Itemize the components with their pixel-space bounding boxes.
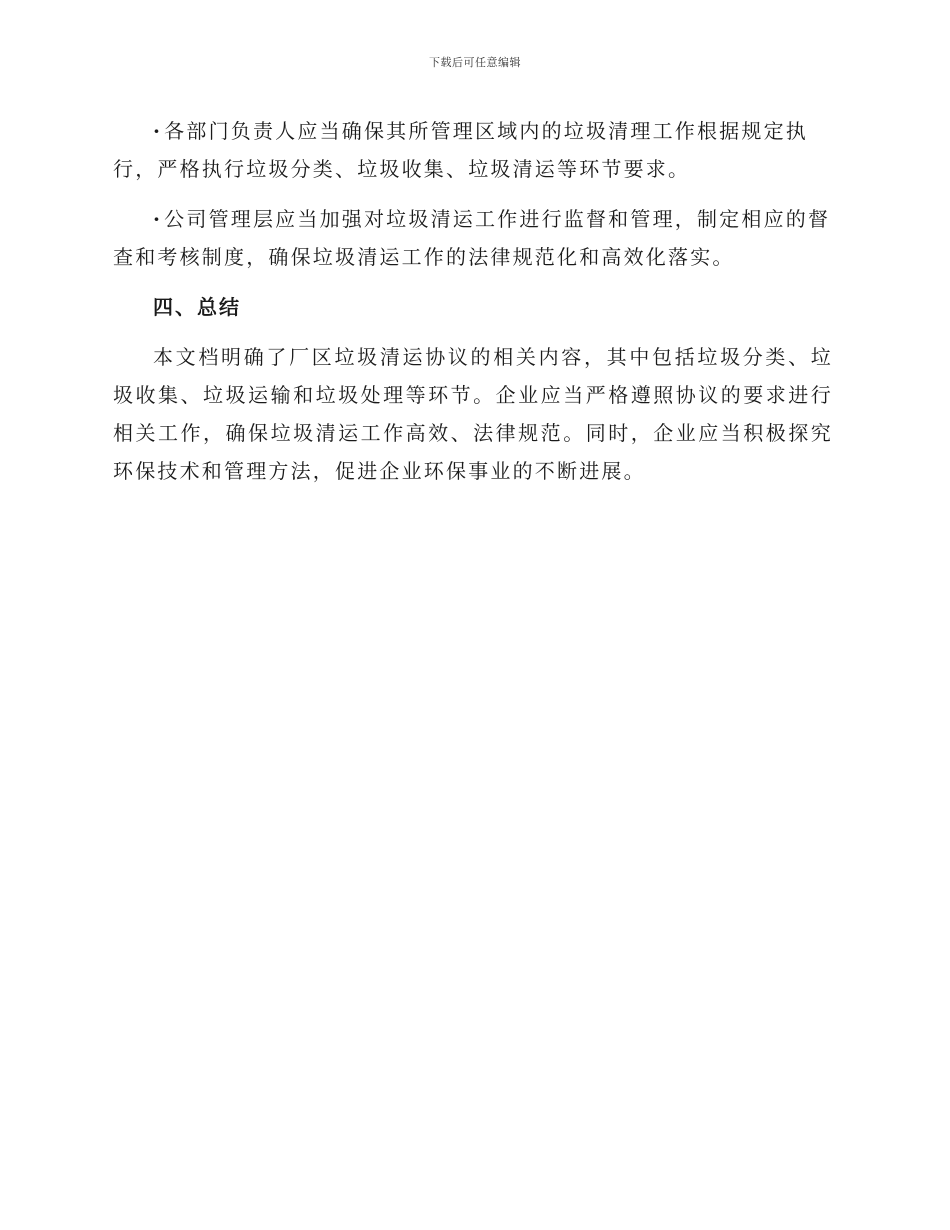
page-header-note: 下载后可任意编辑: [429, 56, 521, 69]
document-body: [113, 112, 833, 502]
bullet-text: 公司管理层应当加强对垃圾清运工作进行监督和管理，制定相应的督查和考核制度，确保垃圾清运工作的法律规范化和高效化落实。: [113, 207, 831, 269]
bullet-paragraph: [113, 200, 833, 276]
summary-paragraph: 本文档明确了厂区垃圾清运协议的相关内容，其中包括垃圾分类、垃圾收集、垃圾运输和垃圾处理等环节。企业应当严格遵照协议的要求进行相关工作，确保垃圾清运工作高效、法律规范。同时，企业应当积极探究环保技术和管理方法，促进企业环保事业的不断进展。: [113, 345, 833, 483]
bullet-mark: ·: [153, 207, 163, 231]
section-heading: 四、总结: [153, 295, 241, 319]
bullet-mark: ·: [153, 119, 163, 143]
bullet-paragraph: [113, 112, 833, 188]
bullet-text: 各部门负责人应当确保其所管理区域内的垃圾清理工作根据规定执行，严格执行垃圾分类、垃圾收集、垃圾清运等环节要求。: [113, 119, 808, 181]
